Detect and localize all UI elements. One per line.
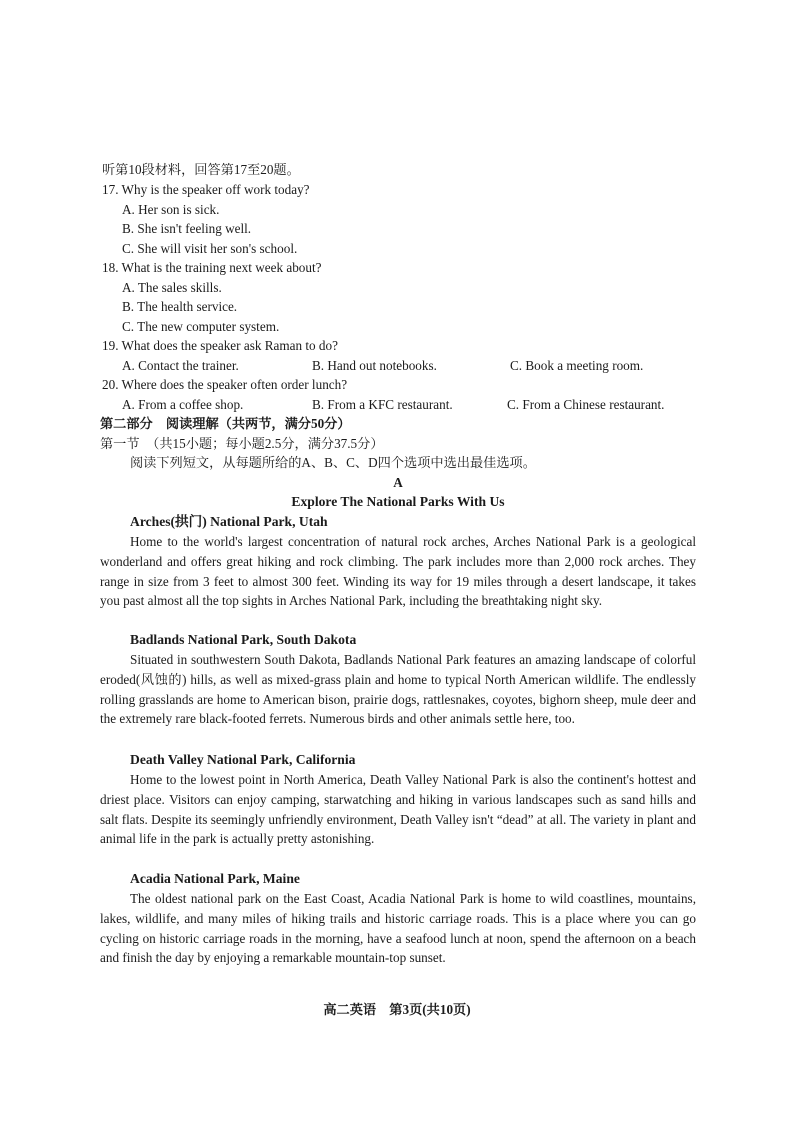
park-text-badlands: Situated in southwestern South Dakota, Badlands National Park features an amazing landscape of colorful eroded(风蚀的) hills, as well as mixed-grass plain and home to typical North American wildlife. The endlessly rolling grasslands are home to American bison, prairie dogs, rattlesnakes, coyotes, bighorn sheep, mule deer and the extremely rare black-footed ferrets. Numerous birds and other animals settle here, too. [100,652,696,727]
section-one-title: 第一节 （共15小题；每小题2.5分，满分37.5分） [100,436,384,451]
passage-title: Explore The National Parks With Us [291,494,505,509]
question-17-option-a: A. Her son is sick. [122,202,220,217]
park-heading-death-valley: Death Valley National Park, California [130,752,356,767]
question-20-option-a: A. From a coffee shop. [122,397,244,412]
question-18-stem: 18. What is the training next week about? [102,260,322,275]
listening-instruction: 听第10段材料，回答第17至20题。 [102,162,300,177]
page-footer: 高二英语 第3页(共10页) [323,1002,471,1017]
question-18-option-c: C. The new computer system. [122,319,280,334]
park-text-death-valley: Home to the lowest point in North America, Death Valley National Park is also the continent's hottest and driest place. Visitors can enjoy camping, starwatching and hiking in various landscapes such as sand hills and salt flats. Despite its seemingly unfriendly environment, Death Valley isn't “dead” at all. The variety in plant and animal life in the park is actually pretty astonishing. [100,772,696,847]
park-text-acadia: The oldest national park on the East Coast, Acadia National Park is home to wild coastlines, mountains, lakes, wildlife, and many miles of hiking trails and historic carriage roads. This is a place where you can go cycling on historic carriage roads in the morning, have a seafood lunch at noon, spend the afternoon on a beach and finish the day by enjoying a remarkable mountain-top sunset. [100,891,696,966]
question-19-option-c: C. Book a meeting room. [510,358,644,373]
question-20-option-c: C. From a Chinese restaurant. [507,397,665,412]
question-20-stem: 20. Where does the speaker often order lunch? [102,377,348,392]
question-19-option-a: A. Contact the trainer. [122,358,239,373]
question-17-stem: 17. Why is the speaker off work today? [102,182,310,197]
question-18-option-b: B. The health service. [122,299,238,314]
passage-letter: A [393,475,403,490]
park-text-arches: Home to the world's largest concentration of natural rock arches, Arches National Park is a geological wonderland and offers great hiking and rock climbing. The park includes more than 2,000 rock arches. They range in size from 3 feet to almost 300 feet. Winding its way for 19 miles through a desert landscape, it takes you past almost all the top sights in Arches National Park, including the breathtaking night sky. [100,534,696,609]
park-heading-badlands: Badlands National Park, South Dakota [130,632,357,647]
question-17-option-b: B. She isn't feeling well. [122,221,252,236]
question-17-option-c: C. She will visit her son's school. [122,241,298,256]
park-heading-arches: Arches(拱门) National Park, Utah [130,514,328,529]
part-two-title: 第二部分 阅读理解（共两节，满分50分） [100,416,351,431]
question-18-option-a: A. The sales skills. [122,280,222,295]
reading-instruction: 阅读下列短文，从每题所给的A、B、C、D四个选项中选出最佳选项。 [130,455,536,470]
question-19-option-b: B. Hand out notebooks. [312,358,437,373]
question-19-stem: 19. What does the speaker ask Raman to do? [102,338,338,353]
question-20-option-b: B. From a KFC restaurant. [312,397,453,412]
park-heading-acadia: Acadia National Park, Maine [130,871,300,886]
